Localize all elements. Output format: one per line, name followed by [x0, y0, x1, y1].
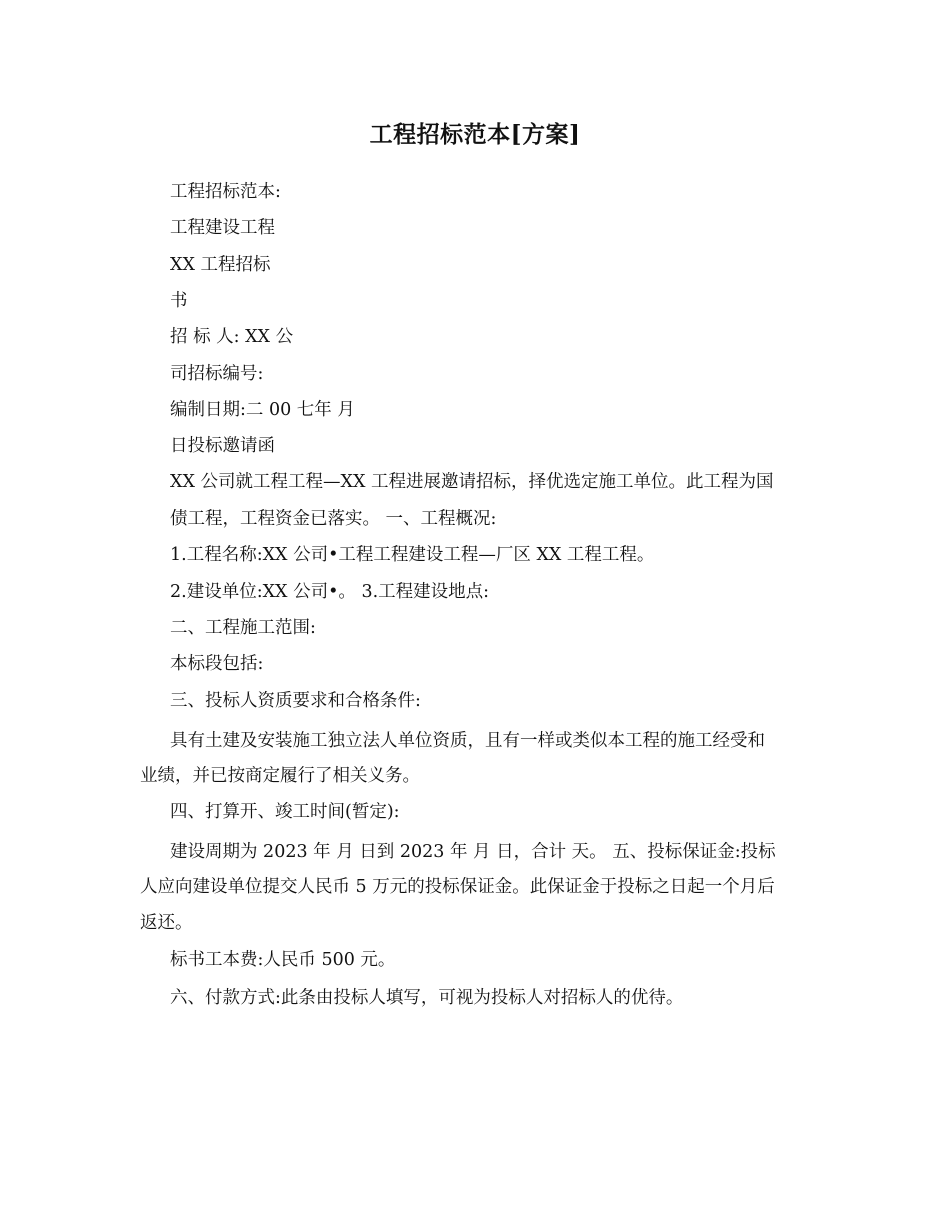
section-heading: 三、投标人资质要求和合格条件: — [170, 691, 421, 711]
paragraph-line: 人应向建设单位提交人民币 5 万元的投标保证金。此保证金于投标之日起一个月后 — [140, 877, 775, 897]
paragraph-line: 债工程，工程资金已落实。 一、工程概况: — [170, 509, 497, 529]
paragraph-line: 建设周期为 2023 年 月 日到 2023 年 月 日，合计 天。 五、投标保证金:投标 — [170, 842, 776, 862]
text-line: 工程建设工程 — [170, 218, 275, 238]
text-line: 1.工程名称:XX 公司•工程工程建设工程—厂区 XX 工程工程。 — [170, 545, 655, 565]
text-line: 招 标 人: XX 公 — [170, 327, 294, 347]
text-line: 2.建设单位:XX 公司•。 3.工程建设地点: — [170, 582, 490, 602]
section-heading: 二、工程施工范围: — [170, 618, 316, 638]
text-line: 司招标编号: — [170, 364, 264, 384]
text-line: XX 工程招标 — [170, 255, 271, 275]
text-line: 标书工本费:人民币 500 元。 — [170, 950, 396, 970]
section-heading: 四、打算开、竣工时间(暂定): — [170, 802, 400, 822]
text-line: 书 — [170, 291, 188, 311]
paragraph-line: 业绩，并已按商定履行了相关义务。 — [140, 766, 420, 786]
paragraph-line: XX 公司就工程工程—XX 工程进展邀请招标，择优选定施工单位。此工程为国 — [170, 472, 774, 492]
document-title: 工程招标范本[方案] — [369, 121, 581, 148]
section-heading: 六、付款方式:此条由投标人填写，可视为投标人对招标人的优待。 — [170, 988, 684, 1008]
text-line: 日投标邀请函 — [170, 436, 275, 456]
paragraph-line: 返还。 — [140, 913, 193, 933]
paragraph-line: 具有土建及安装施工独立法人单位资质，且有一样或类似本工程的施工经受和 — [170, 731, 765, 751]
text-line: 编制日期:二 00 七年 月 — [170, 400, 355, 420]
text-line: 工程招标范本: — [170, 182, 281, 202]
text-line: 本标段包括: — [170, 654, 264, 674]
